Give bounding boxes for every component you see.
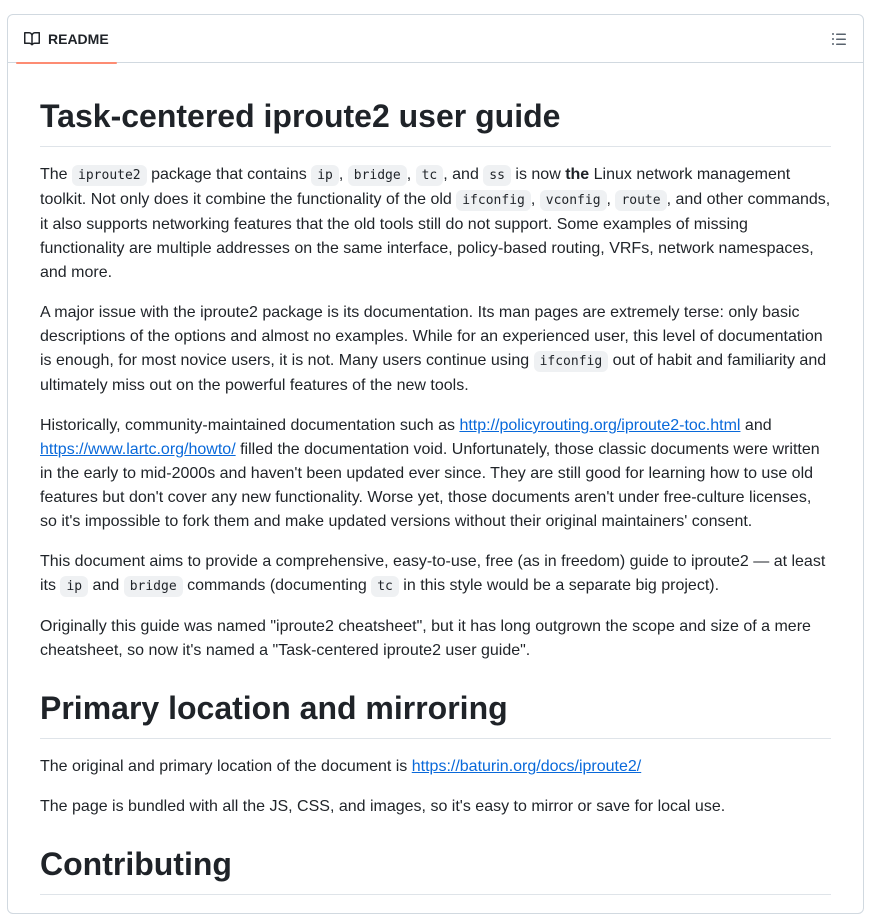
- readme-content: [8, 63, 863, 895]
- readme-tab-label: README: [48, 31, 109, 47]
- inline-code: ip: [311, 165, 339, 186]
- inline-code: ss: [483, 165, 511, 186]
- paragraph-aims: This document aims to provide a comprehensive, easy-to-use, free (as in freedom) guide to iproute2 — at least its ip and bridge commands (documenting tc in this style would be a separate big project).: [40, 550, 831, 599]
- paragraph-history: Historically, community-maintained documentation such as http://policyrouting.org/iproute2-toc.html and https://www.lartc.org/howto/ filled the documentation void. Unfortunately, those classic documents were written in the early to mid-2000s and haven't been updated ever since. They are still good for learning how to use old features but don't cover any new functionality. Worse yet, those documents aren't under free-culture licenses, so it's impossible to fork them and make updated versions without their original maintainers' consent.: [40, 417, 820, 530]
- inline-code: ifconfig: [534, 351, 609, 372]
- paragraph-location: The original and primary location of the document is https://baturin.org/docs/iproute2/: [40, 758, 642, 775]
- paragraph-documentation-issue: A major issue with the iproute2 package is its documentation. Its man pages are extremely terse: only basic descriptions of the options and almost no examples. While for an experienced user, this level of documentation is enough, for most novice users, it is not. Many users continue using ifconfig out of habit and familiarity and ultimately miss out on the powerful features of the new tools.: [40, 304, 827, 394]
- outline-button[interactable]: [825, 27, 853, 55]
- inline-code: tc: [416, 165, 444, 186]
- link-baturin[interactable]: https://baturin.org/docs/iproute2/: [411, 758, 642, 775]
- inline-code: iproute2: [72, 165, 147, 186]
- inline-code: ip: [60, 576, 88, 597]
- readme-tab[interactable]: [16, 15, 117, 63]
- link-policyrouting[interactable]: http://policyrouting.org/iproute2-toc.html: [459, 417, 741, 434]
- section-heading-contributing: Contributing: [40, 844, 831, 895]
- readme-header: [8, 15, 863, 63]
- inline-code: tc: [371, 576, 399, 597]
- paragraph-naming: Originally this guide was named "iproute2 cheatsheet", but it has long outgrown the scope and size of a mere cheatsheet, so now it's named a "Task-centered iproute2 user guide".: [40, 618, 811, 659]
- readme-box: [7, 14, 864, 914]
- book-icon: [24, 31, 40, 47]
- section-heading-location: Primary location and mirroring: [40, 688, 831, 739]
- inline-code: bridge: [124, 576, 183, 597]
- paragraph-bundle: The page is bundled with all the JS, CSS, and images, so it's easy to mirror or save for local use.: [40, 798, 726, 815]
- inline-code: ifconfig: [456, 190, 531, 211]
- bold-text: the: [565, 166, 590, 183]
- inline-code: bridge: [348, 165, 407, 186]
- paragraph-intro: The iproute2 package that contains ip , bridge , tc , and ss is now the Linux network management toolkit. Not only does it combine the functionality of the old ifconfig , vconfig , route , and other commands, it also supports networking features that the old tools still do not support. Some examples of missing functionality are multiple addresses on the same interface, policy-based routing, VRFs, network namespaces, and more.: [40, 166, 831, 281]
- inline-code: vconfig: [540, 190, 607, 211]
- list-unordered-icon: [831, 31, 847, 52]
- page-title: Task-centered iproute2 user guide: [40, 96, 831, 147]
- inline-code: route: [615, 190, 666, 211]
- link-lartc[interactable]: https://www.lartc.org/howto/: [40, 441, 236, 458]
